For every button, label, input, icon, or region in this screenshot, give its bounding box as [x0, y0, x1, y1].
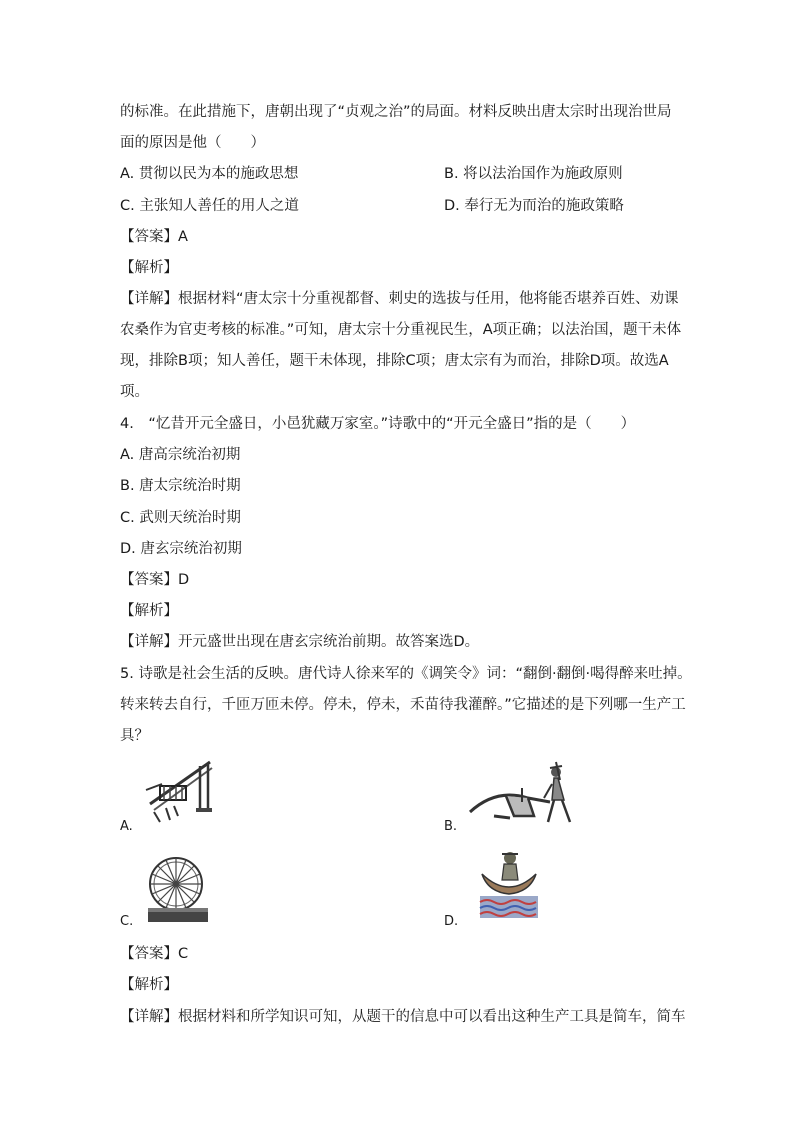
q4-analysis-label: 【解析】 [120, 603, 178, 619]
q5-stem-line3: 具？ [120, 728, 149, 744]
rowing-boat-image [478, 848, 540, 920]
q5-option-d-label: D. [444, 914, 459, 929]
q5-answer: 【答案】C [120, 946, 189, 962]
q5-stem-line2: 转来转去自行，千匝万匝未停。停未，停未，禾苗待我灌醉。”它描述的是下列哪一生产工 [120, 697, 686, 713]
q3-option-a: A. 贯彻以民为本的施政思想 [120, 166, 299, 182]
q3-stem-line2: 面的原因是他（ ） [120, 135, 265, 151]
q4-option-a: A. 唐高宗统治初期 [120, 447, 241, 463]
q3-detail-line3: 现，排除B项；知人善任，题干未体现，排除C项；唐太宗有为而治，排除D项。故选A [120, 353, 669, 369]
plough-image [466, 758, 584, 830]
water-wheel-image [146, 852, 210, 926]
q4-option-d: D. 唐玄宗统治初期 [120, 541, 242, 557]
q3-detail-line2: 农桑作为官吏考核的标准。”可知，唐太宗十分重视民生，A项正确；以法治国，题干未体 [120, 322, 682, 338]
q3-detail-line1: 【详解】根据材料“唐太宗十分重视都督、刺史的选拔与任用，他将能否堪养百姓、劝课 [120, 291, 679, 307]
q5-stem-line1: 5. 诗歌是社会生活的反映。唐代诗人徐来军的《调笑令》词：“翻倒·翻倒·喝得醉来吐掉。 [120, 666, 692, 682]
q3-stem-line1: 的标准。在此措施下，唐朝出现了“贞观之治”的局面。材料反映出唐太宗时出现治世局 [120, 104, 672, 120]
q5-option-c-label: C. [120, 914, 134, 929]
q4-option-c: C. 武则天统治时期 [120, 510, 241, 526]
q3-option-c: C. 主张知人善任的用人之道 [120, 198, 299, 214]
chain-pump-image [140, 756, 220, 828]
q3-option-b: B. 将以法治国作为施政原则 [444, 166, 623, 182]
q5-analysis-label: 【解析】 [120, 977, 178, 993]
q3-analysis-label: 【解析】 [120, 260, 178, 276]
q4-answer: 【答案】D [120, 572, 190, 588]
q3-answer: 【答案】A [120, 229, 188, 245]
q3-option-d: D. 奉行无为而治的施政策略 [444, 198, 624, 214]
q5-option-a-label: A. [120, 819, 133, 834]
q5-detail: 【详解】根据材料和所学知识可知，从题干的信息中可以看出这种生产工具是简车，简车 [120, 1009, 686, 1025]
q4-option-b: B. 唐太宗统治时期 [120, 478, 241, 494]
q4-detail: 【详解】开元盛世出现在唐玄宗统治前期。故答案选D。 [120, 634, 480, 650]
q5-option-b-label: B. [444, 819, 458, 834]
q3-detail-line4: 项。 [120, 384, 149, 400]
q4-stem: 4. “忆昔开元全盛日，小邑犹藏万家室。”诗歌中的“开元全盛日”指的是（ ） [120, 416, 636, 432]
